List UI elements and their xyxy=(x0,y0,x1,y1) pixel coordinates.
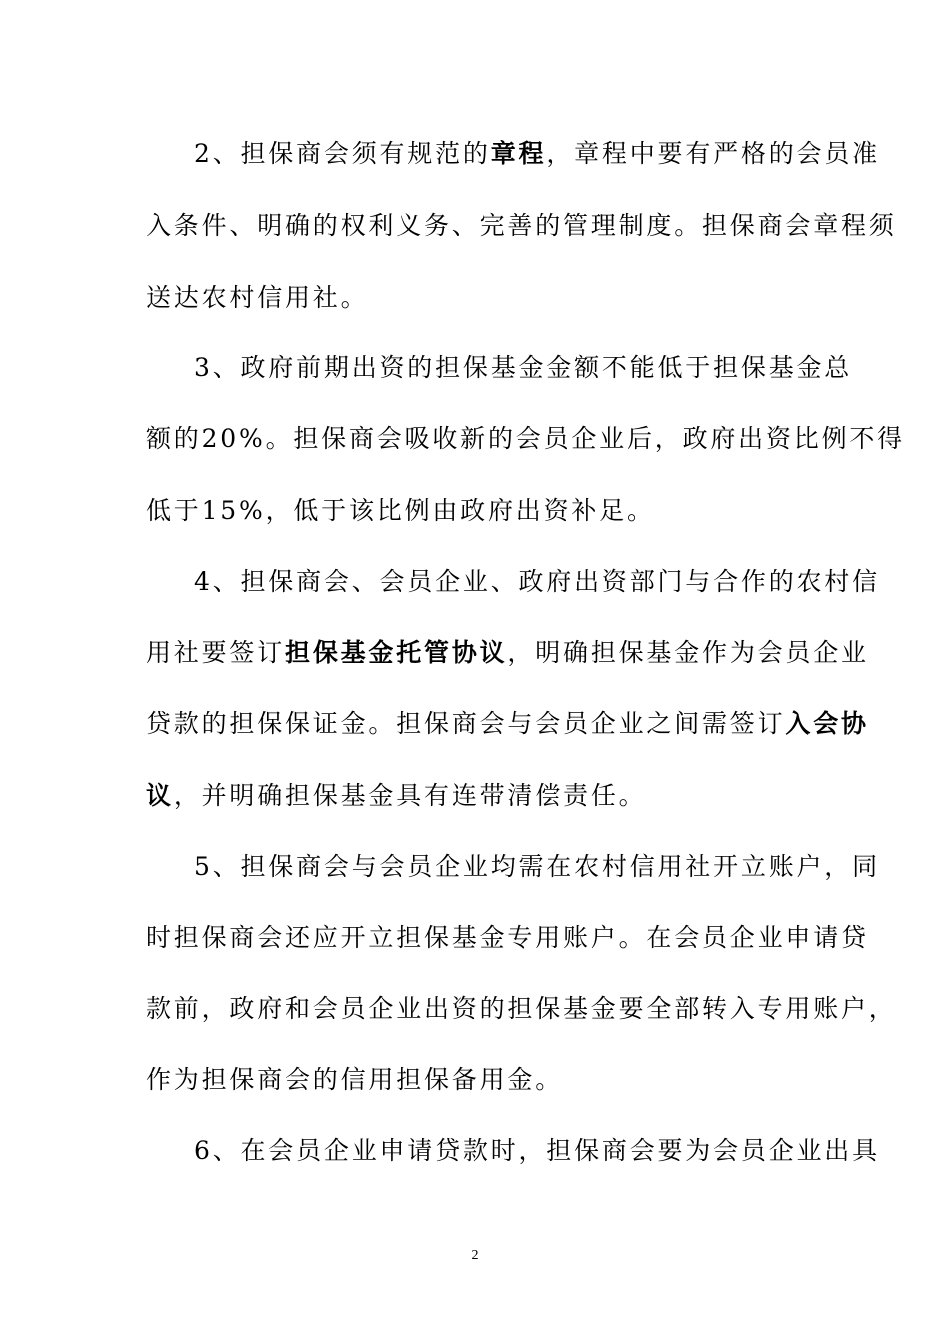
text-run: ，明确担保基金作为会员企业 xyxy=(507,638,869,667)
bold-term-membership-agreement-end: 议 xyxy=(146,781,174,810)
paragraph-4-line-2 xyxy=(146,636,869,670)
text-run: 用社要签订 xyxy=(146,638,286,667)
paragraph-4-line-4 xyxy=(146,779,806,813)
bold-term-custody-agreement: 担保基金托管协议 xyxy=(285,638,508,667)
paragraph-2-line-3: 送达农村信用社。 xyxy=(146,283,369,312)
text-run: 贷款的担保保证金。担保商会与会员企业之间需签订 xyxy=(146,709,786,738)
paragraph-6-line-1: 6、在会员企业申请贷款时，担保商会要为会员企业出具 xyxy=(194,1136,880,1165)
paragraph-4-line-3 xyxy=(146,707,869,741)
paragraph-3-line-1: 3、政府前期出资的担保基金金额不能低于担保基金总 xyxy=(194,353,853,382)
bold-term-membership-agreement: 入会协 xyxy=(785,709,869,738)
paragraph-5-line-4: 作为担保商会的信用担保备用金。 xyxy=(146,1065,564,1094)
page-number: 2 xyxy=(471,1248,479,1263)
paragraph-5-line-1: 5、担保商会与会员企业均需在农村信用社开立账户，同 xyxy=(194,852,880,881)
text-run: 2、担保商会须有规范的 xyxy=(194,139,491,168)
text-run: ，并明确担保基金具有连带清偿责任。 xyxy=(173,781,647,810)
paragraph-3-line-3: 低于15%，低于该比例由政府出资补足。 xyxy=(146,496,655,525)
paragraph-5-line-2: 时担保商会还应开立担保基金专用账户。在会员企业申请贷 xyxy=(146,923,869,952)
paragraph-5-line-3: 款前，政府和会员企业出资的担保基金要全部转入专用账户， xyxy=(146,994,897,1023)
paragraph-3-line-2: 额的20%。担保商会吸收新的会员企业后，政府出资比例不得 xyxy=(146,424,905,453)
paragraph-2-line-1 xyxy=(194,137,880,171)
paragraph-4-line-1: 4、担保商会、会员企业、政府出资部门与合作的农村信 xyxy=(194,567,880,596)
paragraph-2-line-2: 入条件、明确的权利义务、完善的管理制度。担保商会章程须 xyxy=(146,211,897,240)
text-run: ，章程中要有严格的会员准 xyxy=(546,139,880,168)
bold-term-charter: 章程 xyxy=(490,139,547,168)
